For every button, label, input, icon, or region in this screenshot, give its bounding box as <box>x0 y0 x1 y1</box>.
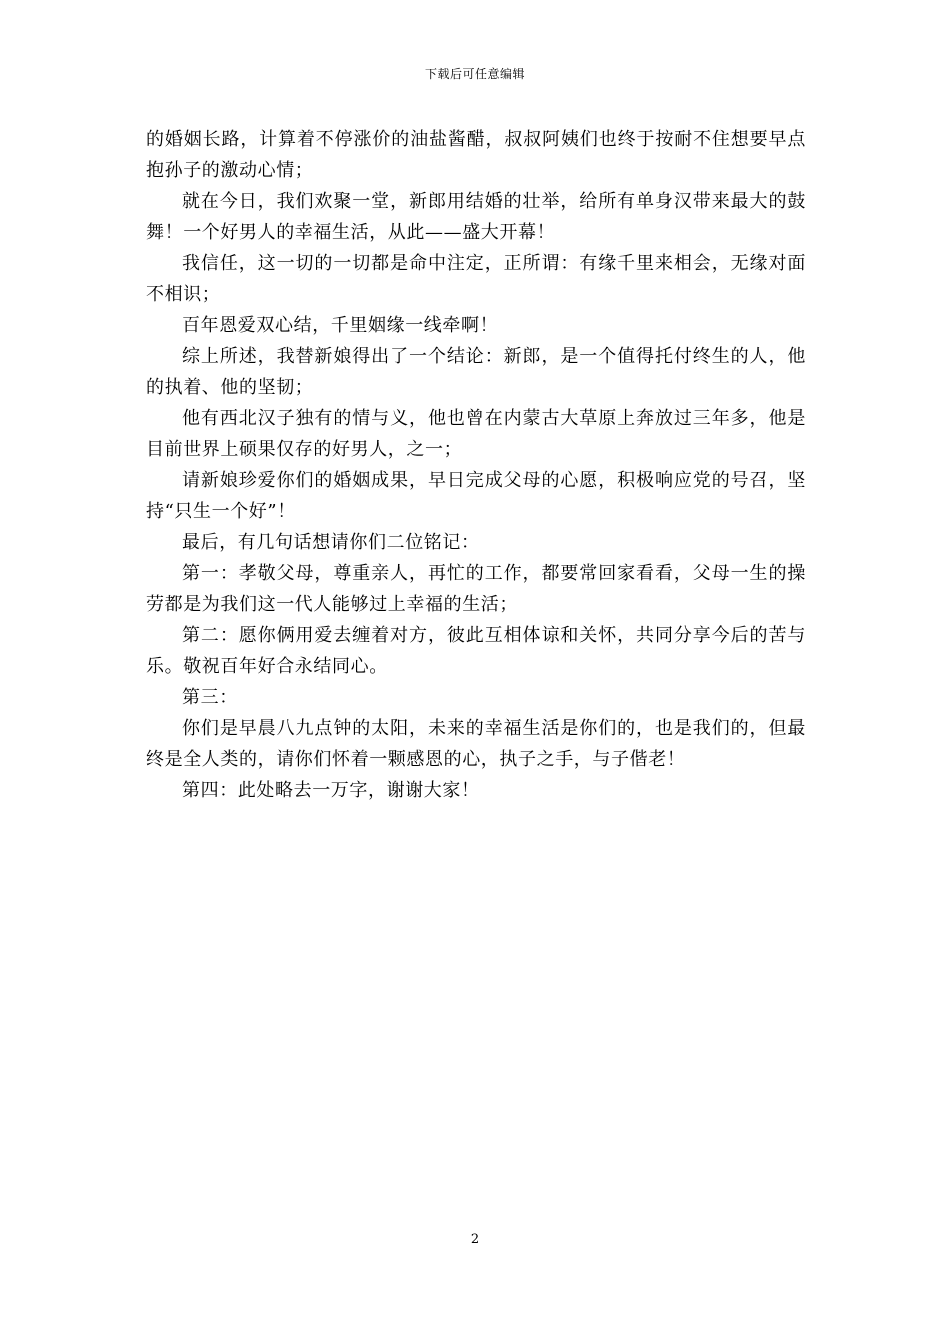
paragraph-7: 请新娘珍爱你们的婚姻成果，早日完成父母的心愿，积极响应党的号召，坚持“只生一个好”！ <box>146 470 806 522</box>
document-body <box>146 124 806 806</box>
paragraph-10: 第二：愿你俩用爱去缠着对方，彼此互相体谅和关怀，共同分享今后的苦与乐。敬祝百年好合永结同心。 <box>146 625 806 677</box>
paragraph-9: 第一：孝敬父母，尊重亲人，再忙的工作，都要常回家看看，父母一生的操劳都是为我们这一代人能够过上幸福的生活； <box>146 563 806 615</box>
paragraph-11: 第三： <box>182 687 238 708</box>
paragraph-6: 他有西北汉子独有的情与义，他也曾在内蒙古大草原上奔放过三年多，他是目前世界上硕果仅存的好男人，之一； <box>146 408 806 460</box>
paragraph-12: 你们是早晨八九点钟的太阳，未来的幸福生活是你们的，也是我们的，但最终是全人类的，请你们怀着一颗感恩的心，执子之手，与子偕老！ <box>146 718 806 770</box>
paragraph-4: 百年恩爱双心结，千里姻缘一线牵啊！ <box>182 315 499 336</box>
page-header: 下载后可任意编辑 <box>424 67 525 81</box>
paragraph-1: 的婚姻长路，计算着不停涨价的油盐酱醋，叔叔阿姨们也终于按耐不住想要早点抱孙子的激动心情； <box>146 129 806 181</box>
paragraph-3: 我信任，这一切的一切都是命中注定，正所谓：有缘千里来相会，无缘对面不相识； <box>146 253 806 305</box>
paragraph-8: 最后，有几句话想请你们二位铭记： <box>182 532 480 553</box>
paragraph-13: 第四：此处略去一万字，谢谢大家！ <box>182 780 480 801</box>
paragraph-2: 就在今日，我们欢聚一堂，新郎用结婚的壮举，给所有单身汉带来最大的鼓舞！一个好男人的幸福生活，从此——盛大开幕！ <box>146 191 806 243</box>
paragraph-5: 综上所述，我替新娘得出了一个结论：新郎，是一个值得托付终生的人，他的执着、他的坚韧； <box>146 346 806 398</box>
page-number: 2 <box>470 1232 480 1247</box>
